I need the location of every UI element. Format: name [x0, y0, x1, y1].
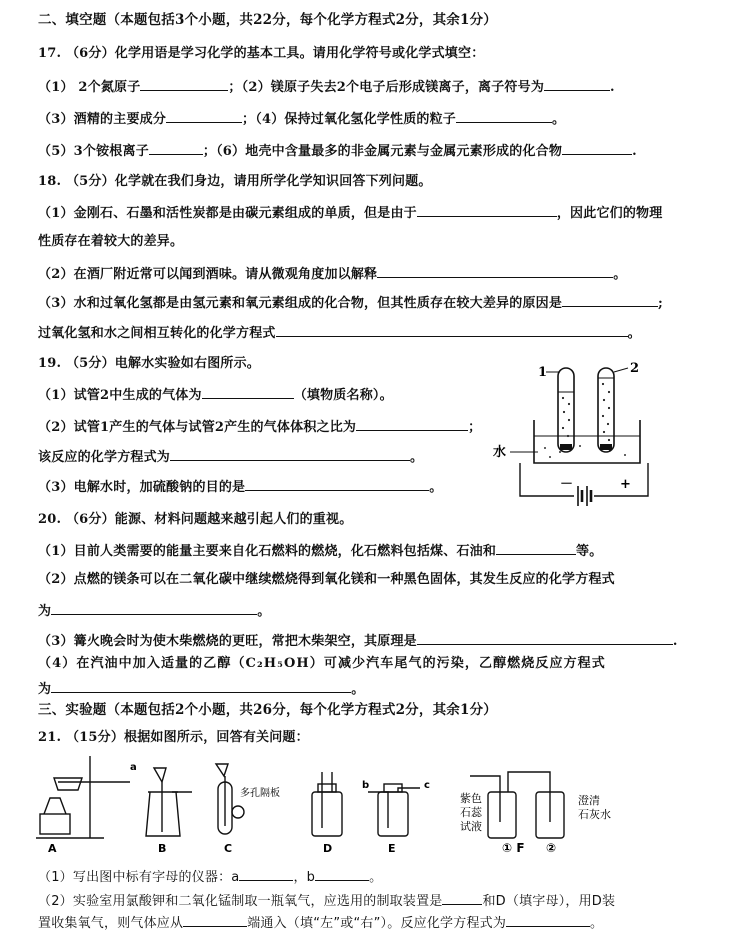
- q20-part4b-text: 为: [38, 682, 52, 697]
- q19-part2b-text: 该反应的化学方程式为: [38, 450, 171, 465]
- apparatus-a: [36, 756, 130, 838]
- apparatus-b: [146, 768, 192, 836]
- q21-row3: [38, 914, 682, 932]
- q18-row4: （3）水和过氧化氢都是由氢元素和氧元素组成的化合物，但其性质存在较大差异的原因是 ;: [38, 296, 664, 311]
- q18-part2-text: （2）在酒厂附近常可以闻到酒味。请从微观角度加以解释: [38, 267, 378, 282]
- q21-part2-text: （2）实验室用氯酸钾和二氧化锰制取一瓶氧气，应选用的制取装置是: [38, 894, 443, 909]
- apparatus-figure: [30, 752, 650, 858]
- q21-stem-text: 21. （15分）根据如图所示，回答有关问题：: [38, 730, 309, 745]
- q20-stem: [38, 512, 682, 528]
- apparatus-f: [470, 772, 564, 838]
- q21-row1: [38, 868, 682, 886]
- q18-part1b-text: ，因此它们的物理: [556, 206, 663, 221]
- q21-part2c-text: 置收集氧气，则气体应从: [38, 916, 184, 931]
- apparatus-a-label: A: [48, 842, 57, 855]
- limewater-label: 石灰水: [578, 808, 611, 821]
- q18-part1c-text: 性质存在着较大的差异。: [38, 234, 184, 249]
- q18-part3b-text: 过氧化氢和水之间相互转化的化学方程式: [38, 326, 276, 341]
- q17-part1-text: （1） 2个氮原子: [38, 80, 141, 95]
- q20-row6: 为 。: [38, 682, 365, 697]
- q19-stem-text: 19. （5分）电解水实验如右图所示。: [38, 356, 260, 371]
- q20-row5: [38, 656, 682, 672]
- purple-label: 紫色: [460, 792, 482, 805]
- electrolysis-figure: [490, 358, 670, 508]
- apparatus-d-label: D: [323, 842, 333, 855]
- q18-blank1[interactable]: [417, 204, 557, 217]
- q21-part2e-text: 。: [590, 916, 604, 931]
- label-a: a: [130, 762, 137, 773]
- q19-part1-text: （1）试管2中生成的气体为: [38, 388, 202, 403]
- clear-label: 澄清: [578, 794, 600, 807]
- q17-blank2[interactable]: [544, 78, 610, 91]
- q19-row4: （3）电解水时，加硫酸钠的目的是 。: [38, 480, 443, 495]
- porous-partition-label: 多孔隔板: [240, 788, 280, 799]
- q21-blank1[interactable]: [239, 868, 293, 881]
- q17-row1: （1） 2个氮原子 ；（2）镁原子失去2个电子后形成镁离子，离子符号为 .: [38, 80, 615, 95]
- q19-row2: （2）试管1产生的气体与试管2产生的气体体积之比为 ；: [38, 420, 482, 435]
- q18-row5: 过氧化氢和水之间相互转化的化学方程式 。: [38, 326, 641, 341]
- bottle-2-label: ②: [546, 841, 557, 855]
- q21-stem: [38, 730, 682, 746]
- electrolysis-diagram: [490, 358, 670, 508]
- q20-part1a-text: （1）目前人类需要的能量主要来自化石燃料的燃烧，化石燃料包括煤、石油和: [38, 544, 497, 559]
- q17-row3: （5）3个铵根离子 ；（6）地壳中含量最多的非金属元素与金属元素形成的化合物 .: [38, 144, 637, 159]
- q20-row1: [38, 542, 682, 560]
- tube-1-label: 1: [538, 365, 548, 380]
- q17-part6-text: ；（6）地壳中含量最多的非金属元素与金属元素形成的化合物: [202, 144, 563, 159]
- q21-row2: [38, 892, 682, 910]
- q21-blank3[interactable]: [442, 892, 482, 905]
- positive-terminal-label: +: [620, 477, 631, 492]
- q17-blank5[interactable]: [149, 142, 203, 155]
- q17-stem-text: 17. （6分）化学用语是学习化学的基本工具。请用化学符号或化学式填空：: [38, 46, 485, 61]
- q21-blank4[interactable]: [183, 914, 247, 927]
- apparatus-d: [312, 772, 342, 836]
- q18-row2: [38, 234, 682, 250]
- q21-part2d-text: 端通入（填“左”或“右”）。反应化学方程式为: [247, 916, 507, 931]
- q20-part4-text: （4）在汽油中加入适量的乙醇（C₂H₅OH）可减少汽车尾气的污染，乙醇燃烧反应方程式: [38, 656, 606, 671]
- q18-stem: [38, 174, 682, 190]
- q20-stem-text: 20. （6分）能源、材料问题越来越引起人们的重视。: [38, 512, 353, 527]
- q19-blank1[interactable]: [202, 386, 294, 399]
- q18-blank3[interactable]: [562, 294, 658, 307]
- q19-blank3[interactable]: [170, 448, 410, 461]
- q17-blank4[interactable]: [456, 110, 552, 123]
- q21-blank5[interactable]: [506, 914, 590, 927]
- apparatus-c: [216, 764, 244, 834]
- negative-terminal-label: －: [560, 477, 574, 492]
- q20-part1b-text: 等。: [576, 544, 603, 559]
- q19-blank4[interactable]: [245, 478, 429, 491]
- q20-row4: （3）篝火晚会时为使木柴燃烧的更旺，常把木柴架空，其原理是 .: [38, 634, 678, 649]
- apparatus-c-label: C: [224, 842, 233, 855]
- q20-row3: 为 。: [38, 604, 271, 619]
- q18-row3: （2）在酒厂附近常可以闻到酒味。请从微观角度加以解释 。: [38, 267, 627, 282]
- litmus-label: 石蕊: [460, 806, 482, 819]
- q20-blank2[interactable]: [51, 602, 257, 615]
- apparatus-e: [368, 784, 420, 836]
- q17-part3-text: （3）酒精的主要成分: [38, 112, 167, 127]
- q21-part2b-text: 和D（填字母），用D装: [482, 894, 616, 909]
- section-2-title: 二、填空题（本题包括3个小题，共22分，每个化学方程式2分，其余1分）: [38, 12, 497, 28]
- q20-row2: [38, 572, 682, 588]
- section-2-header: [38, 12, 682, 28]
- q21-part1b-text: ，b: [293, 870, 316, 885]
- section-3-header: [38, 702, 682, 718]
- q18-blank4[interactable]: [276, 324, 628, 337]
- q21-part1-text: （1）写出图中标有字母的仪器：a: [38, 870, 240, 885]
- section-3-title: 三、实验题（本题包括2个小题，共26分，每个化学方程式2分，其余1分）: [38, 702, 497, 718]
- apparatus-e-label: E: [388, 842, 396, 855]
- q17-stem: [38, 46, 682, 62]
- solution-label: 试液: [460, 820, 482, 833]
- q20-part2-text: （2）点燃的镁条可以在二氧化碳中继续燃烧得到氧化镁和一种黑色固体，其发生反应的化学方程式: [38, 572, 615, 587]
- q17-blank1[interactable]: [140, 78, 228, 91]
- q20-part3-text: （3）篝火晚会时为使木柴燃烧的更旺，常把木柴架空，其原理是: [38, 634, 417, 649]
- water-label: 水: [493, 445, 507, 460]
- q20-blank1[interactable]: [496, 542, 576, 555]
- label-c: c: [424, 780, 430, 791]
- q20-blank4[interactable]: [51, 680, 351, 693]
- q19-part3-text: （3）电解水时，加硫酸钠的目的是: [38, 480, 246, 495]
- apparatus-b-label: B: [158, 842, 167, 855]
- q19-blank2[interactable]: [356, 418, 468, 431]
- q18-blank2[interactable]: [377, 265, 613, 278]
- q20-part2b-text: 为: [38, 604, 52, 619]
- q18-stem-text: 18. （5分）化学就在我们身边，请用所学化学知识回答下列问题。: [38, 174, 432, 189]
- q21-blank2[interactable]: [315, 868, 369, 881]
- q19-row3: 该反应的化学方程式为 。: [38, 450, 424, 465]
- label-b: b: [362, 780, 370, 791]
- q17-blank6[interactable]: [562, 142, 632, 155]
- tube-2-label: 2: [630, 361, 640, 376]
- q19-part1b-text: （填物质名称）。: [293, 388, 393, 403]
- q20-blank3[interactable]: [417, 632, 673, 645]
- q18-part3-text: （3）水和过氧化氢都是由氢元素和氧元素组成的化合物，但其性质存在较大差异的原因是: [38, 296, 563, 311]
- q19-part2-text: （2）试管1产生的气体与试管2产生的气体体积之比为: [38, 420, 357, 435]
- apparatus-diagram: [30, 752, 650, 858]
- q17-blank3[interactable]: [166, 110, 242, 123]
- q17-row2: （3）酒精的主要成分 ；（4）保持过氧化氢化学性质的粒子 。: [38, 112, 566, 127]
- q21-part1c-text: 。: [369, 870, 383, 885]
- q18-part1a-text: （1）金刚石、石墨和活性炭都是由碳元素组成的单质，但是由于: [38, 206, 417, 221]
- q17-part5-text: （5）3个铵根离子: [38, 144, 149, 159]
- apparatus-f-label: ① F: [502, 841, 525, 855]
- q18-row1: [38, 204, 682, 222]
- q17-part2-text: ；（2）镁原子失去2个电子后形成镁离子，离子符号为: [228, 80, 545, 95]
- q17-part4-text: ；（4）保持过氧化氢化学性质的粒子: [242, 112, 456, 127]
